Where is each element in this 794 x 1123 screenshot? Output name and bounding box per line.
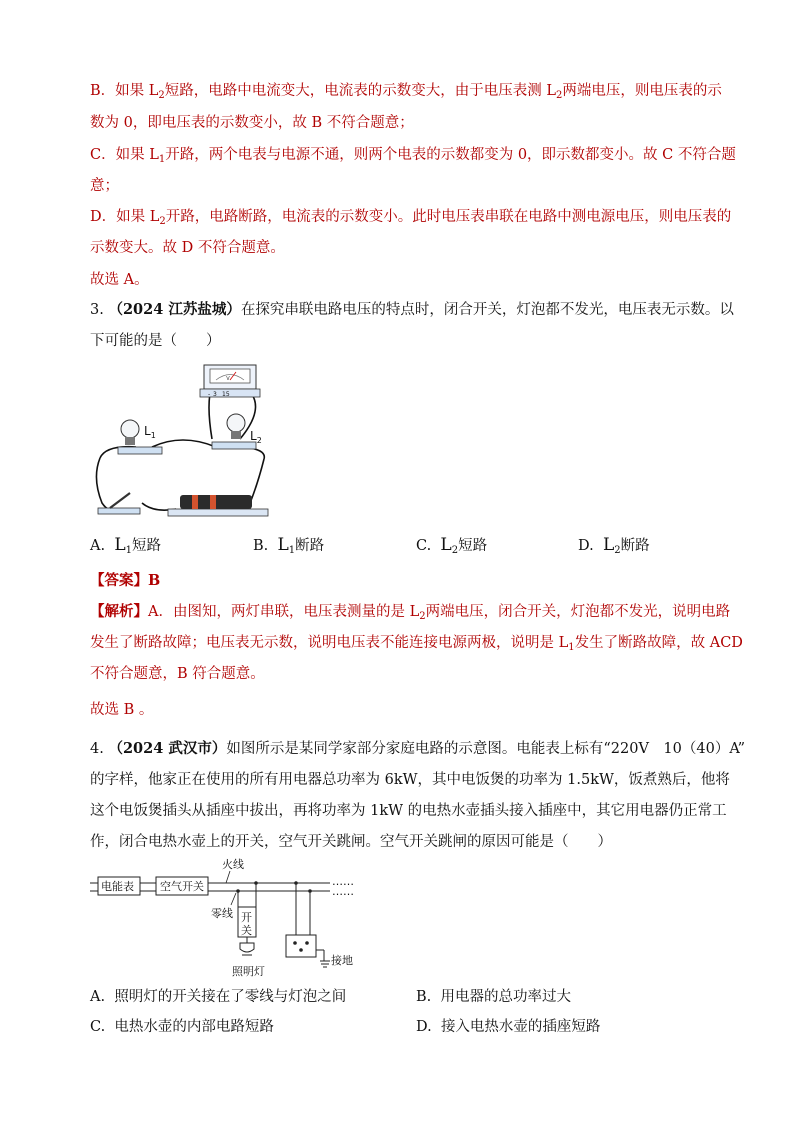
q3-analysis-line3: 不符合题意，B 符合题意。 xyxy=(90,666,265,682)
q3-option-c[interactable]: C. $L_2$短路 xyxy=(416,535,488,556)
terminal-3-label: 3 xyxy=(213,391,217,398)
q3-option-b[interactable]: B. $L_1$断路 xyxy=(253,535,325,556)
solution-d-line1: D．如果 $L_2$开路，电路断路，电流表的示数变小。此时电压表串联在电路中测电源电压，则电压表的 xyxy=(90,209,732,227)
q3-choose: 故选 B 。 xyxy=(90,702,154,718)
q4-stem-line4: 作，闭合电热水壶上的开关，空气开关跳闸。空气开关跳闸的原因可能是（ ） xyxy=(90,834,612,850)
q3-stem-line2: 下可能的是（ ） xyxy=(90,333,221,349)
neutral-dots: …… xyxy=(332,885,354,898)
q4-option-b[interactable]: B. 用电器的总功率过大 xyxy=(416,989,571,1005)
live-wire-label: 火线 xyxy=(222,858,244,871)
neutral-wire-label: 零线 xyxy=(211,907,233,920)
switch-label-1: 开 xyxy=(241,911,252,924)
q4-option-a[interactable]: A. 照明灯的开关接在了零线与灯泡之间 xyxy=(90,989,347,1005)
q4-stem-line2: 的字样，他家正在使用的所有用电器总功率为 6kW，其中电饭煲的功率为 1.5kW，饭煮熟后，他将 xyxy=(90,772,730,788)
q3-circuit-figure xyxy=(92,363,272,527)
lamp-l1-label: $L_1$ xyxy=(144,424,156,440)
q4-stem-line1: 4. （2024 武汉市）如图所示是某同学家部分家庭电路的示意图。电能表上标有“220V 10（40）A” xyxy=(90,740,746,757)
solution-b-line1: B．如果 $L_2$短路，电路中电流变大，电流表的示数变大，由于电压表测 $L_2$两端电压，则电压表的示 xyxy=(90,83,722,101)
q3-option-a[interactable]: A. $L_1$短路 xyxy=(90,535,161,556)
q4-option-d[interactable]: D. 接入电热水壶的插座短路 xyxy=(416,1019,601,1035)
meter-label: 电能表 xyxy=(101,880,134,893)
solution-b-line2: 数为 0，即电压表的示数变小，故 B 不符合题意； xyxy=(90,115,414,131)
air-switch-label: 空气开关 xyxy=(160,880,204,893)
q3-answer: 【答案】B xyxy=(90,572,161,589)
live-dots: …… xyxy=(332,875,354,888)
solution-c-line2: 意； xyxy=(90,178,119,194)
q3-analysis-line1: 【解析】A．由图知，两灯串联，电压表测量的是 $L_2$两端电压，闭合开关，灯泡都不发光，说明电路 xyxy=(90,603,731,622)
q4-option-c[interactable]: C. 电热水壶的内部电路短路 xyxy=(90,1019,274,1035)
q3-analysis-line2: 发生了断路故障；电压表无示数，说明电压表不能连接电源两极，说明是 $L_1$发生了断路故障，故 ACD xyxy=(90,635,743,653)
terminal-15-label: 15 xyxy=(222,391,230,398)
voltmeter-symbol: V xyxy=(226,376,230,382)
solution-c-line1: C．如果 $L_1$开路，两个电表与电源不通，则两个电表的示数都变为 0，即示数都变小。故 C 不符合题 xyxy=(90,147,736,165)
terminal-minus-label: - xyxy=(208,391,211,398)
q4-household-circuit-figure xyxy=(90,855,370,984)
lamp-label: 照明灯 xyxy=(232,965,265,978)
q3-stem-line1: 3. （2024 江苏盐城）在探究串联电路电压的特点时，闭合开关，灯泡都不发光，电压表无示数。以 xyxy=(90,301,734,318)
ground-label: 接地 xyxy=(331,954,353,967)
q3-option-d[interactable]: D. $L_2$断路 xyxy=(578,535,650,556)
lamp-l2-label: $L_2$ xyxy=(250,429,262,445)
switch-label-2: 关 xyxy=(241,924,252,937)
solution-d-line2: 示数变大。故 D 不符合题意。 xyxy=(90,240,285,256)
solution-choose: 故选 A。 xyxy=(90,272,149,288)
q4-stem-line3: 这个电饭煲插头从插座中拔出，再将功率为 1kW 的电热水壶插头接入插座中，其它用电器仍正常工 xyxy=(90,803,727,819)
